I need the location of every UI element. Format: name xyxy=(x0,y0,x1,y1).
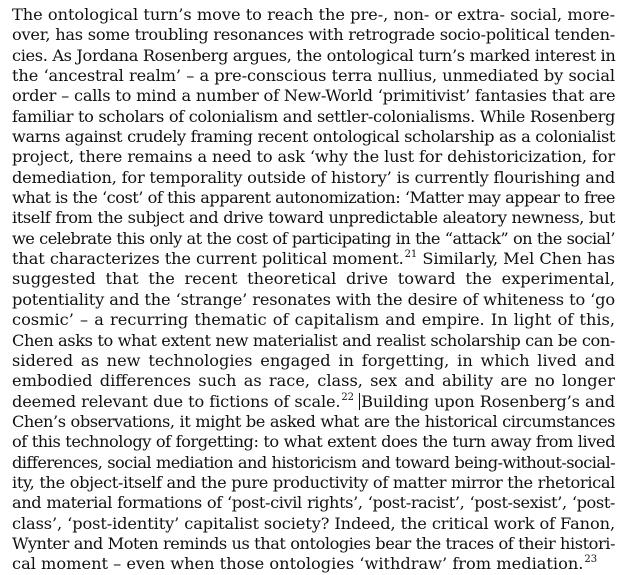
text-line xyxy=(12,249,615,269)
text-run: deemed relevant due to fictions of scale. xyxy=(12,391,341,411)
text-run: class’, ‘post-identity’ capitalist society? Indeed, the critical work of Fanon, xyxy=(12,513,615,533)
text-run: warns against crudely framing recent ontological scholarship as a colonialist xyxy=(12,127,615,147)
text-run: project, there remains a need to ask ‘why the lust for dehistoricization, for xyxy=(12,147,615,167)
text-run: familiar to scholars of colonialism and settler-colonialisms. While Rosenberg xyxy=(12,106,615,126)
text-line xyxy=(12,392,615,412)
text-run: over, has some troubling resonances with retrograde socio-political tenden- xyxy=(12,25,615,45)
text-run: the ‘ancestral realm’ – a pre-conscious terra nullius, unmediated by social xyxy=(12,66,615,86)
text-line xyxy=(12,351,615,371)
text-run: we celebrate this only at the cost of participating in the “attack” on the social’ xyxy=(12,228,615,248)
text-run: cal moment – even when those ontologies ‘withdraw’ from mediation. xyxy=(12,554,584,574)
text-run: cies. As Jordana Rosenberg argues, the ontological turn’s marked interest in xyxy=(12,45,616,65)
text-run: The ontological turn’s move to reach the pre-, non- or extra- social, more- xyxy=(12,5,615,24)
footnote-ref[interactable]: 21 xyxy=(404,249,418,261)
text-line xyxy=(12,25,615,45)
footnote-ref[interactable]: 22 xyxy=(341,391,354,403)
text-line xyxy=(12,86,615,106)
text-line xyxy=(12,331,615,351)
text-line xyxy=(12,5,615,25)
text-run: differences, social mediation and historicism and toward being-without-social- xyxy=(12,452,615,472)
text-line xyxy=(12,534,615,554)
text-run: Chen asks to what extent new materialist and realist scholarship can be con- xyxy=(12,330,615,350)
text-line xyxy=(12,453,615,473)
text-run: of this technology of forgetting: to what extent does the turn away from lived xyxy=(12,432,615,452)
text-run: Chen’s observations, it might be asked what are the historical circumstances xyxy=(12,411,615,431)
text-line xyxy=(12,66,615,86)
text-run: demediation, for temporality outside of history’ is currently flourishing and xyxy=(12,167,616,187)
text-run: suggested that the recent theoretical drive toward the experimental, xyxy=(12,269,615,289)
text-line xyxy=(12,473,615,493)
text-line xyxy=(12,46,615,66)
text-line xyxy=(12,208,615,228)
text-line xyxy=(12,432,615,452)
text-line xyxy=(12,107,615,127)
text-line xyxy=(12,290,615,310)
text-line xyxy=(12,229,615,249)
text-line xyxy=(12,514,615,534)
text-run: embodied differences such as race, class, sex and ability are no longer xyxy=(12,371,615,391)
text-line xyxy=(12,310,615,330)
text-run: sidered as new technologies engaged in forgetting, in which lived and xyxy=(12,350,615,370)
text-line xyxy=(12,147,615,167)
body-paragraph[interactable] xyxy=(12,5,615,575)
text-line xyxy=(12,554,615,574)
text-line xyxy=(12,493,615,513)
text-run: itself from the subject and drive toward unpredictable aleatory newness, but xyxy=(12,208,615,228)
text-line xyxy=(12,168,615,188)
text-run: what is the ‘cost’ of this apparent autonomization: ‘Matter may appear to free xyxy=(12,188,615,208)
text-line xyxy=(12,269,615,289)
text-run: and material formations of ‘post-civil rights’, ‘post-racist’, ‘post-sexist’, ‘post- xyxy=(12,493,615,513)
text-cursor xyxy=(359,393,360,410)
text-run: Wynter and Moten reminds us that ontologies bear the traces of their histori- xyxy=(12,533,615,553)
text-run: cosmic’ – a recurring thematic of capitalism and empire. In light of this, xyxy=(12,310,615,330)
text-line xyxy=(12,412,615,432)
text-run: ity, the object-itself and the pure productivity of matter mirror the rhetorical xyxy=(12,472,615,492)
text-run: Similarly, Mel Chen has xyxy=(417,249,616,269)
text-line xyxy=(12,188,615,208)
text-line xyxy=(12,127,615,147)
text-line xyxy=(12,371,615,391)
text-run: Building upon Rosenberg’s and xyxy=(361,391,615,411)
text-run: that characterizes the current political moment. xyxy=(12,249,404,269)
text-run: potentiality and the ‘strange’ resonates with the desire of whiteness to ‘go xyxy=(12,289,615,309)
text-run: order – calls to mind a number of New-World ‘primitivist’ fantasies that are xyxy=(12,86,616,106)
footnote-ref[interactable]: 23 xyxy=(584,554,598,566)
